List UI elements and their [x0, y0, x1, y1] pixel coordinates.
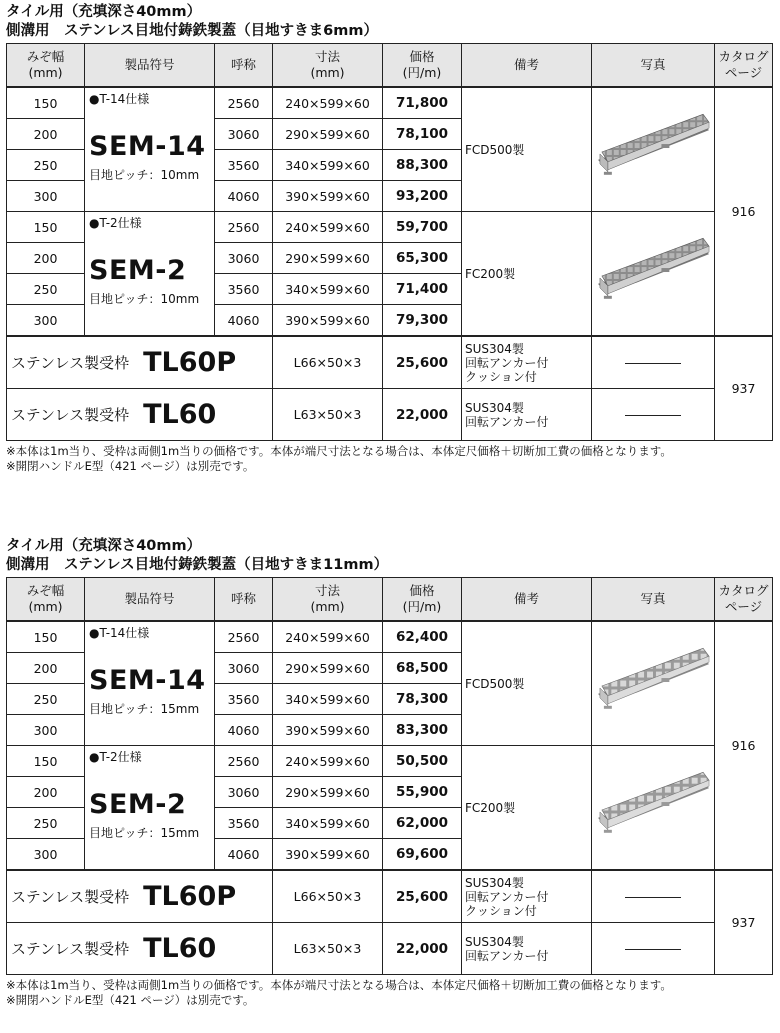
price-cell: 22,000	[383, 923, 462, 975]
header-photo: 写真	[592, 578, 715, 622]
size-cell: 390×599×60	[273, 715, 383, 746]
catalog-page-cell: 916	[715, 87, 773, 336]
nominal-cell: 2560	[215, 746, 273, 777]
photo-cell	[592, 746, 715, 871]
photo-cell	[592, 87, 715, 212]
header-remarks: 備考	[462, 578, 592, 622]
no-photo-dash	[625, 949, 681, 950]
frame-name: ステンレス製受枠	[11, 940, 130, 958]
nominal-cell: 3060	[215, 653, 273, 684]
nominal-cell: 3060	[215, 119, 273, 150]
width-cell: 200	[7, 119, 85, 150]
size-cell: L63×50×3	[273, 389, 383, 441]
spec-label: ●T-2仕様	[89, 750, 142, 764]
price-cell: 55,900	[383, 777, 462, 808]
product-code: SEM-2	[89, 255, 187, 286]
price-cell: 79,300	[383, 305, 462, 337]
frame-code: TL60	[143, 933, 217, 964]
frame-name: ステンレス製受枠	[11, 354, 130, 372]
size-cell: 340×599×60	[273, 150, 383, 181]
price-cell: 25,600	[383, 336, 462, 389]
price-cell: 59,700	[383, 212, 462, 243]
price-cell: 78,100	[383, 119, 462, 150]
photo-cell	[592, 336, 715, 389]
header-catalog: カタログ ページ	[715, 44, 773, 88]
catalog-page-cell: 937	[715, 870, 773, 975]
frame-code: TL60	[143, 399, 217, 430]
header-catalog: カタログ ページ	[715, 578, 773, 622]
price-cell: 88,300	[383, 150, 462, 181]
product-cell	[85, 212, 215, 337]
size-cell: 240×599×60	[273, 746, 383, 777]
size-cell: 290×599×60	[273, 653, 383, 684]
width-cell: 250	[7, 274, 85, 305]
width-cell: 250	[7, 684, 85, 715]
product-code: SEM-14	[89, 131, 206, 162]
frame-product-cell	[7, 923, 273, 975]
section-title-line2: 側溝用 ステンレス目地付鋳鉄製蓋（目地すきま6mm）	[6, 23, 378, 39]
remark-cell: SUS304製 回転アンカー付	[462, 923, 592, 975]
header-size: 寸法 (mm)	[273, 578, 383, 622]
photo-cell	[592, 923, 715, 975]
nominal-cell: 3560	[215, 808, 273, 839]
grate-photo-image	[592, 758, 714, 858]
price-cell: 78,300	[383, 684, 462, 715]
grate-photo-image	[592, 100, 714, 200]
pitch-label: 目地ピッチ：10mm	[89, 168, 200, 182]
footnote-handle: ※開閉ハンドルE型（421 ページ）は別売です。	[6, 993, 255, 1007]
header-width: みぞ幅 (mm)	[7, 578, 85, 622]
header-width: みぞ幅 (mm)	[7, 44, 85, 88]
price-cell: 62,000	[383, 808, 462, 839]
table-row	[7, 212, 773, 243]
frame-row	[7, 389, 773, 441]
header-price: 価格 (円/m)	[383, 578, 462, 622]
width-cell: 300	[7, 715, 85, 746]
spec-label: ●T-14仕様	[89, 626, 150, 640]
size-cell: L66×50×3	[273, 870, 383, 923]
nominal-cell: 2560	[215, 87, 273, 119]
product-cell	[85, 621, 215, 746]
frame-code: TL60P	[143, 881, 237, 912]
header-price: 価格 (円/m)	[383, 44, 462, 88]
price-section-11mm	[6, 537, 772, 1008]
size-cell: 240×599×60	[273, 212, 383, 243]
nominal-cell: 4060	[215, 715, 273, 746]
width-cell: 200	[7, 653, 85, 684]
width-cell: 200	[7, 243, 85, 274]
header-row	[7, 578, 773, 622]
width-cell: 250	[7, 808, 85, 839]
frame-row	[7, 870, 773, 923]
remark-cell: FC200製	[462, 212, 592, 337]
product-cell	[85, 87, 215, 212]
photo-cell	[592, 389, 715, 441]
width-cell: 250	[7, 150, 85, 181]
price-table	[6, 577, 773, 975]
nominal-cell: 4060	[215, 181, 273, 212]
price-cell: 25,600	[383, 870, 462, 923]
no-photo-dash	[625, 897, 681, 898]
price-cell: 71,800	[383, 87, 462, 119]
frame-name: ステンレス製受枠	[11, 406, 130, 424]
frame-name: ステンレス製受枠	[11, 888, 130, 906]
pitch-label: 目地ピッチ：15mm	[89, 702, 200, 716]
size-cell: 240×599×60	[273, 87, 383, 119]
catalog-page-cell: 937	[715, 336, 773, 441]
header-product: 製品符号	[85, 578, 215, 622]
price-cell: 93,200	[383, 181, 462, 212]
photo-cell	[592, 212, 715, 337]
nominal-cell: 3560	[215, 150, 273, 181]
photo-cell	[592, 870, 715, 923]
remark-cell: SUS304製 回転アンカー付 クッション付	[462, 336, 592, 389]
width-cell: 200	[7, 777, 85, 808]
footnote-price: ※本体は1m当り、受枠は両側1m当りの価格です。本体が端尺寸法となる場合は、本体定尺価格＋切断加工費の価格となります。	[6, 978, 672, 992]
product-code: SEM-2	[89, 789, 187, 820]
width-cell: 300	[7, 839, 85, 871]
photo-cell	[592, 621, 715, 746]
width-cell: 300	[7, 181, 85, 212]
size-cell: 390×599×60	[273, 181, 383, 212]
price-cell: 22,000	[383, 389, 462, 441]
pitch-label: 目地ピッチ：15mm	[89, 826, 200, 840]
product-cell	[85, 746, 215, 871]
price-cell: 69,600	[383, 839, 462, 871]
section-title-line1: タイル用（充填深さ40mm）	[6, 4, 202, 20]
table-row	[7, 621, 773, 653]
header-photo: 写真	[592, 44, 715, 88]
grate-photo-image	[592, 634, 714, 734]
header-row	[7, 44, 773, 88]
header-size: 寸法 (mm)	[273, 44, 383, 88]
pitch-label: 目地ピッチ：10mm	[89, 292, 200, 306]
header-product: 製品符号	[85, 44, 215, 88]
remark-cell: FC200製	[462, 746, 592, 871]
price-section-6mm	[6, 3, 772, 474]
size-cell: 390×599×60	[273, 839, 383, 871]
no-photo-dash	[625, 363, 681, 364]
size-cell: 340×599×60	[273, 684, 383, 715]
price-table	[6, 43, 773, 441]
frame-product-cell	[7, 870, 273, 923]
size-cell: 290×599×60	[273, 243, 383, 274]
size-cell: 340×599×60	[273, 808, 383, 839]
width-cell: 150	[7, 87, 85, 119]
section-title-line2: 側溝用 ステンレス目地付鋳鉄製蓋（目地すきま11mm）	[6, 557, 389, 573]
table-row	[7, 746, 773, 777]
size-cell: 290×599×60	[273, 119, 383, 150]
frame-code: TL60P	[143, 347, 237, 378]
nominal-cell: 3060	[215, 777, 273, 808]
remark-cell: FCD500製	[462, 87, 592, 212]
footnote-handle: ※開閉ハンドルE型（421 ページ）は別売です。	[6, 459, 255, 473]
price-cell: 50,500	[383, 746, 462, 777]
price-cell: 65,300	[383, 243, 462, 274]
nominal-cell: 4060	[215, 305, 273, 337]
grate-photo-image	[592, 224, 714, 324]
price-cell: 83,300	[383, 715, 462, 746]
spec-label: ●T-2仕様	[89, 216, 142, 230]
width-cell: 300	[7, 305, 85, 337]
width-cell: 150	[7, 746, 85, 777]
table-row	[7, 87, 773, 119]
size-cell: 240×599×60	[273, 621, 383, 653]
catalog-page-cell: 916	[715, 621, 773, 870]
size-cell: L66×50×3	[273, 336, 383, 389]
remark-cell: SUS304製 回転アンカー付 クッション付	[462, 870, 592, 923]
width-cell: 150	[7, 212, 85, 243]
size-cell: 290×599×60	[273, 777, 383, 808]
size-cell: 340×599×60	[273, 274, 383, 305]
frame-row	[7, 923, 773, 975]
frame-product-cell	[7, 336, 273, 389]
frame-product-cell	[7, 389, 273, 441]
header-nominal: 呼称	[215, 44, 273, 88]
size-cell: L63×50×3	[273, 923, 383, 975]
frame-row	[7, 336, 773, 389]
price-cell: 71,400	[383, 274, 462, 305]
nominal-cell: 3560	[215, 684, 273, 715]
footnote-price: ※本体は1m当り、受枠は両側1m当りの価格です。本体が端尺寸法となる場合は、本体定尺価格＋切断加工費の価格となります。	[6, 444, 672, 458]
nominal-cell: 2560	[215, 212, 273, 243]
section-title-line1: タイル用（充填深さ40mm）	[6, 538, 202, 554]
header-remarks: 備考	[462, 44, 592, 88]
product-code: SEM-14	[89, 665, 206, 696]
remark-cell: SUS304製 回転アンカー付	[462, 389, 592, 441]
header-nominal: 呼称	[215, 578, 273, 622]
nominal-cell: 2560	[215, 621, 273, 653]
nominal-cell: 3060	[215, 243, 273, 274]
price-cell: 68,500	[383, 653, 462, 684]
nominal-cell: 4060	[215, 839, 273, 871]
no-photo-dash	[625, 415, 681, 416]
nominal-cell: 3560	[215, 274, 273, 305]
width-cell: 150	[7, 621, 85, 653]
price-cell: 62,400	[383, 621, 462, 653]
size-cell: 390×599×60	[273, 305, 383, 337]
spec-label: ●T-14仕様	[89, 92, 150, 106]
remark-cell: FCD500製	[462, 621, 592, 746]
